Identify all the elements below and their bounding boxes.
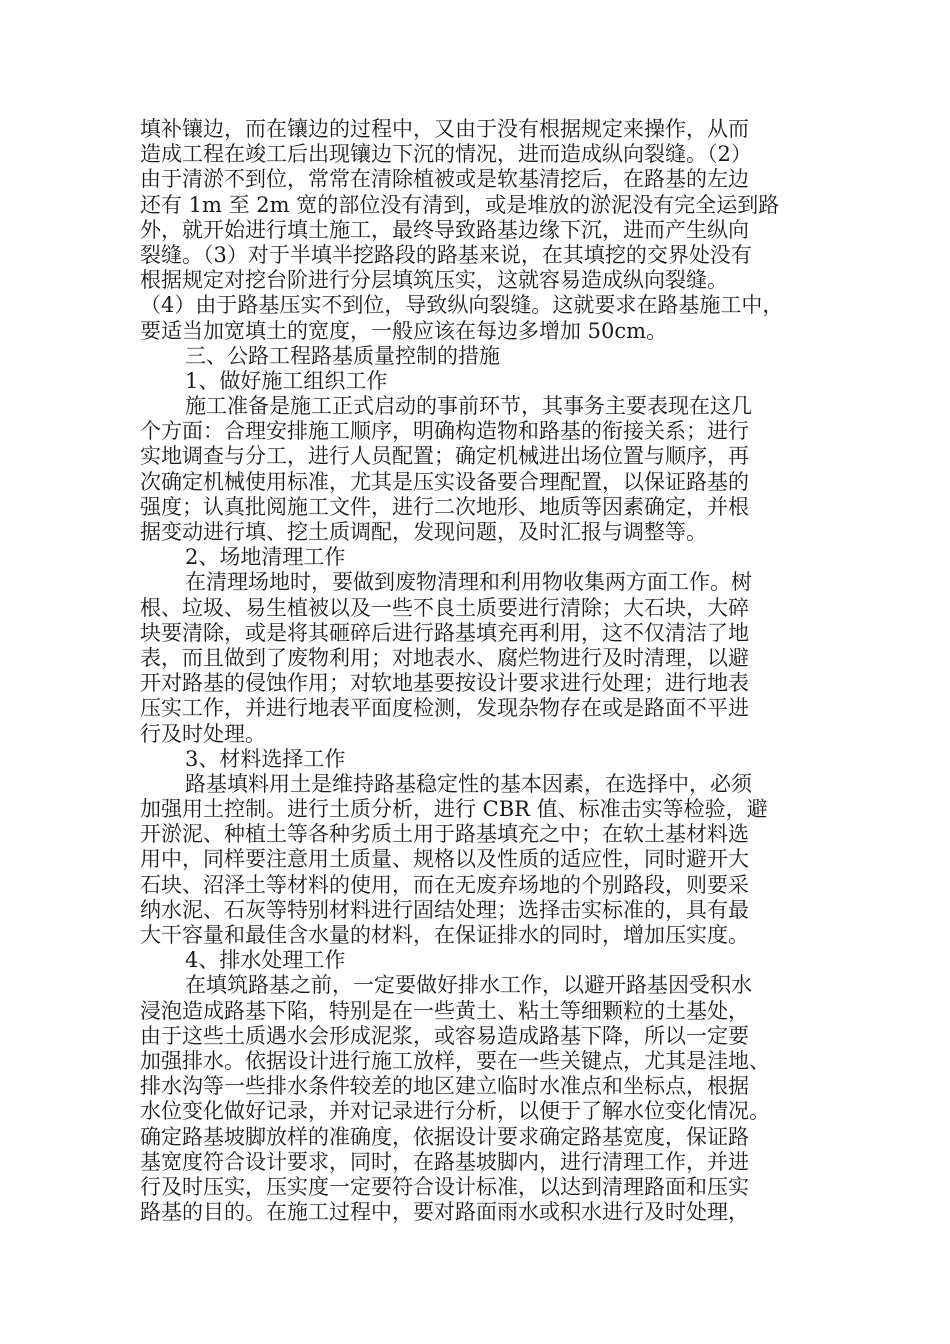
text-line: 裂缝。（3）对于半填半挖路段的路基来说，在其填挖的交界处没有 (140, 242, 752, 267)
text-line: 在清理场地时，要做到废物清理和利用物收集两方面工作。树 (185, 570, 752, 595)
text-line: 块要清除，或是将其砸碎后进行路基填充再利用，这不仅清洁了地 (140, 620, 749, 645)
text-line: 实地调查与分工，进行人员配置；确定机械进出场位置与顺序，再 (140, 444, 749, 469)
text-line: （4）由于路基压实不到位，导致纵向裂缝。这就要求在路基施工中， (140, 293, 784, 318)
text-line: 大干容量和最佳含水量的材料，在保证排水的同时，增加压实度。 (140, 923, 749, 947)
text-line: 根据规定对挖台阶进行分层填筑压实，这就容易造成纵向裂缝。 (140, 268, 728, 293)
text-line: 三、公路工程路基质量控制的措施 (185, 343, 500, 368)
text-line: 施工准备是施工正式启动的事前环节，其事务主要表现在这几 (185, 394, 752, 419)
text-line: 路基的目的。在施工过程中，要对路面雨水或积水进行及时处理， (140, 1200, 749, 1225)
text-line: 基宽度符合设计要求，同时，在路基坡脚内，进行清理工作，并进 (140, 1149, 749, 1174)
text-line: 外，就开始进行填土施工，最终导致路基边缘下沉，进而产生纵向 (140, 217, 749, 242)
text-line: 2、场地清理工作 (185, 545, 346, 570)
text-line: 据变动进行填、挖土质调配，发现问题，及时汇报与调整等。 (140, 520, 707, 544)
text-line: 1、做好施工组织工作 (185, 368, 388, 393)
document-body (140, 117, 830, 1225)
text-line: 表，而且做到了废物利用；对地表水、腐烂物进行及时清理，以避 (140, 645, 749, 670)
text-line: 开淤泥、种植土等各种劣质土用于路基填充之中；在软土基材料选 (140, 822, 749, 847)
text-line: 路基填料用土是维持路基稳定性的基本因素，在选择中，必须 (185, 771, 752, 796)
text-line: 次确定机械使用标准，尤其是压实设备要合理配置，以保证路基的 (140, 469, 749, 494)
text-line: 还有 1m 至 2m 宽的部位没有清到，或是堆放的淤泥没有完全运到路 (140, 192, 780, 217)
text-line: 根、垃圾、易生植被以及一些不良土质要进行清除；大石块，大碎 (140, 595, 749, 620)
text-line: 浸泡造成路基下陷，特别是在一些黄土、粘土等细颗粒的土基处， (140, 998, 749, 1023)
text-line: 强度；认真批阅施工文件，进行二次地形、地质等因素确定，并根 (140, 494, 749, 519)
text-line: 水位变化做好记录，并对记录进行分析，以便于了解水位变化情况。 (140, 1099, 770, 1124)
text-line: 由于清淤不到位，常常在清除植被或是软基清挖后，在路基的左边 (140, 167, 749, 192)
text-line: 加强用土控制。进行土质分析，进行 CBR 值、标准击实等检验，避 (140, 797, 768, 822)
text-line: 要适当加宽填土的宽度，一般应该在每边多增加 50cm。 (140, 318, 668, 343)
text-line: 造成工程在竣工后出现镶边下沉的情况，进而造成纵向裂缝。（2） (140, 142, 752, 167)
text-line: 石块、沼泽土等材料的使用，而在无废弃场地的个别路段，则要采 (140, 872, 749, 897)
text-line: 3、材料选择工作 (185, 746, 346, 771)
text-line: 个方面：合理安排施工顺序，明确构造物和路基的衔接关系；进行 (140, 419, 749, 444)
text-line: 纳水泥、石灰等特别材料进行固结处理；选择击实标准的，具有最 (140, 897, 749, 922)
text-line: 加强排水。依据设计进行施工放样，要在一些关键点，尤其是洼地、 (140, 1048, 770, 1073)
text-line: 行及时压实，压实度一定要符合设计标准，以达到清理路面和压实 (140, 1174, 749, 1199)
text-line: 压实工作，并进行地表平面度检测，发现杂物存在或是路面不平进 (140, 696, 749, 721)
text-line: 在填筑路基之前，一定要做好排水工作，以避开路基因受积水 (185, 973, 752, 998)
text-line: 排水沟等一些排水条件较差的地区建立临时水准点和坐标点，根据 (140, 1074, 749, 1099)
text-line: 行及时处理。 (140, 721, 266, 746)
text-line: 开对路基的侵蚀作用；对软地基要按设计要求进行处理；进行地表 (140, 671, 749, 696)
text-line: 填补镶边，而在镶边的过程中，又由于没有根据规定来操作，从而 (140, 117, 749, 141)
text-line: 用中，同样要注意用土质量、规格以及性质的适应性，同时避开大 (140, 847, 749, 872)
text-line: 确定路基坡脚放样的准确度，依据设计要求确定路基宽度，保证路 (140, 1124, 749, 1149)
text-line: 由于这些土质遇水会形成泥浆，或容易造成路基下降，所以一定要 (140, 1023, 749, 1048)
text-line: 4、排水处理工作 (185, 948, 346, 973)
